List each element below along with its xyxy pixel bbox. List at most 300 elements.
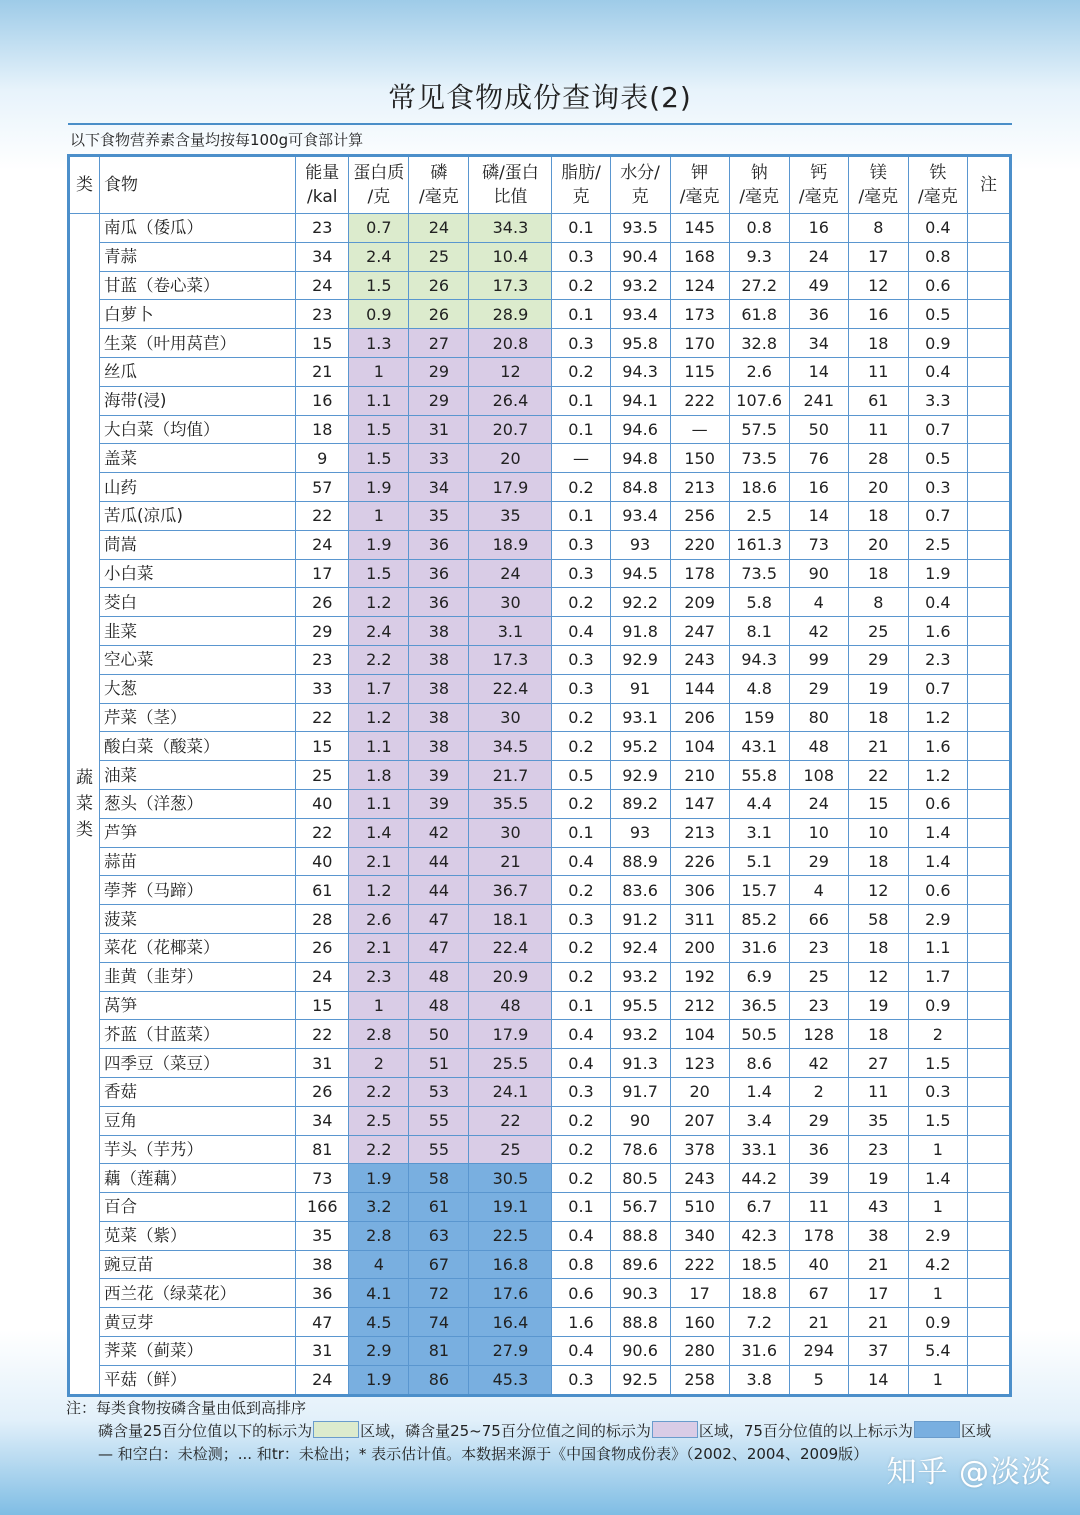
protein-cell: 1.5	[349, 444, 409, 473]
potassium-cell: 378	[670, 1135, 729, 1164]
phosphorus-cell: 25	[409, 242, 469, 271]
water-cell: 93.5	[610, 214, 670, 243]
phosphorus-cell: 39	[409, 789, 469, 818]
magnesium-cell: 20	[848, 473, 908, 502]
potassium-cell: 160	[670, 1308, 729, 1337]
calcium-cell: 2	[789, 1077, 848, 1106]
calcium-cell: 36	[789, 1135, 848, 1164]
sodium-cell: 6.9	[729, 962, 789, 991]
potassium-cell: 178	[670, 559, 729, 588]
magnesium-cell: 18	[848, 933, 908, 962]
fat-cell: 0.3	[552, 329, 610, 358]
protein-cell: 2.8	[349, 1020, 409, 1049]
sodium-cell: 73.5	[729, 444, 789, 473]
fat-cell: 0.3	[552, 645, 610, 674]
food-name-cell: 芥蓝（甘蓝菜）	[100, 1020, 296, 1049]
ratio-cell: 27.9	[469, 1337, 552, 1366]
phosphorus-cell: 24	[409, 214, 469, 243]
sodium-cell: 0.8	[729, 214, 789, 243]
iron-cell: 1.7	[908, 962, 967, 991]
fat-cell: 0.4	[552, 1337, 610, 1366]
potassium-cell: 213	[670, 473, 729, 502]
protein-cell: 1.5	[349, 271, 409, 300]
table-row	[69, 242, 1011, 271]
phosphorus-cell: 50	[409, 1020, 469, 1049]
iron-cell: 4.2	[908, 1250, 967, 1279]
calcium-cell: 50	[789, 415, 848, 444]
header-sodium: 钠 /毫克	[729, 156, 789, 214]
potassium-cell: 170	[670, 329, 729, 358]
sodium-cell: 50.5	[729, 1020, 789, 1049]
calcium-cell: 29	[789, 1106, 848, 1135]
potassium-cell: 206	[670, 703, 729, 732]
table-row	[69, 674, 1011, 703]
magnesium-cell: 16	[848, 300, 908, 329]
energy-cell: 57	[296, 473, 349, 502]
fat-cell: 0.2	[552, 1164, 610, 1193]
calcium-cell: 24	[789, 242, 848, 271]
phosphorus-cell: 86	[409, 1365, 469, 1395]
fat-cell: 0.2	[552, 703, 610, 732]
note-cell	[967, 761, 1010, 790]
food-name-cell: 甘蓝（卷心菜）	[100, 271, 296, 300]
water-cell: 78.6	[610, 1135, 670, 1164]
fat-cell: 0.1	[552, 501, 610, 530]
header-iron: 铁 /毫克	[908, 156, 967, 214]
protein-cell: 1.8	[349, 761, 409, 790]
protein-cell: 2.1	[349, 933, 409, 962]
header-calcium: 钙 /毫克	[789, 156, 848, 214]
fat-cell: 0.4	[552, 1221, 610, 1250]
header-water: 水分/ 克	[610, 156, 670, 214]
phosphorus-cell: 36	[409, 559, 469, 588]
sodium-cell: 5.8	[729, 588, 789, 617]
fat-cell: 0.3	[552, 1077, 610, 1106]
ratio-cell: 30	[469, 818, 552, 847]
note-cell	[967, 271, 1010, 300]
sodium-cell: 94.3	[729, 645, 789, 674]
water-cell: 94.5	[610, 559, 670, 588]
energy-cell: 73	[296, 1164, 349, 1193]
magnesium-cell: 19	[848, 991, 908, 1020]
calcium-cell: 66	[789, 905, 848, 934]
note-cell	[967, 991, 1010, 1020]
ratio-cell: 24	[469, 559, 552, 588]
potassium-cell: —	[670, 415, 729, 444]
table-body	[69, 214, 1011, 1396]
note-cell	[967, 1164, 1010, 1193]
table-row	[69, 501, 1011, 530]
table-row	[69, 588, 1011, 617]
legend-high-swatch	[914, 1421, 960, 1438]
magnesium-cell: 21	[848, 1250, 908, 1279]
energy-cell: 47	[296, 1308, 349, 1337]
water-cell: 90.3	[610, 1279, 670, 1308]
phosphorus-cell: 29	[409, 386, 469, 415]
header-phosphorus: 磷 /毫克	[409, 156, 469, 214]
legend-end-text: 区域	[960, 1422, 991, 1440]
potassium-cell: 209	[670, 588, 729, 617]
food-name-cell: 生菜（叶用莴苣）	[100, 329, 296, 358]
phosphorus-cell: 38	[409, 617, 469, 646]
phosphorus-cell: 51	[409, 1049, 469, 1078]
table-row	[69, 847, 1011, 876]
ratio-cell: 12	[469, 357, 552, 386]
phosphorus-cell: 34	[409, 473, 469, 502]
food-name-cell: 芦笋	[100, 818, 296, 847]
magnesium-cell: 58	[848, 905, 908, 934]
water-cell: 83.6	[610, 876, 670, 905]
water-cell: 92.5	[610, 1365, 670, 1395]
fat-cell: 0.4	[552, 1049, 610, 1078]
potassium-cell: 144	[670, 674, 729, 703]
calcium-cell: 21	[789, 1308, 848, 1337]
iron-cell: 0.6	[908, 271, 967, 300]
protein-cell: 1.9	[349, 1164, 409, 1193]
energy-cell: 16	[296, 386, 349, 415]
note-cell	[967, 1250, 1010, 1279]
protein-cell: 0.9	[349, 300, 409, 329]
legend-low-text: 磷含量25百分位值以下的标示为	[98, 1422, 313, 1440]
table-row	[69, 473, 1011, 502]
water-cell: 94.8	[610, 444, 670, 473]
iron-cell: 0.7	[908, 501, 967, 530]
magnesium-cell: 38	[848, 1221, 908, 1250]
water-cell: 92.9	[610, 761, 670, 790]
energy-cell: 31	[296, 1049, 349, 1078]
ratio-cell: 17.6	[469, 1279, 552, 1308]
food-name-cell: 茭白	[100, 588, 296, 617]
food-name-cell: 菜花（花椰菜）	[100, 933, 296, 962]
food-name-cell: 盖菜	[100, 444, 296, 473]
food-name-cell: 山药	[100, 473, 296, 502]
fat-cell: 0.2	[552, 1135, 610, 1164]
header-protein: 蛋白质 /克	[349, 156, 409, 214]
sodium-cell: 6.7	[729, 1193, 789, 1222]
protein-cell: 4.1	[349, 1279, 409, 1308]
note-cell	[967, 732, 1010, 761]
fat-cell: 0.2	[552, 1106, 610, 1135]
potassium-cell: 210	[670, 761, 729, 790]
table-row	[69, 761, 1011, 790]
note-cell	[967, 962, 1010, 991]
phosphorus-cell: 55	[409, 1106, 469, 1135]
sodium-cell: 5.1	[729, 847, 789, 876]
phosphorus-cell: 48	[409, 991, 469, 1020]
food-name-cell: 海带(浸)	[100, 386, 296, 415]
calcium-cell: 241	[789, 386, 848, 415]
energy-cell: 22	[296, 501, 349, 530]
energy-cell: 40	[296, 789, 349, 818]
iron-cell: 1.2	[908, 703, 967, 732]
water-cell: 56.7	[610, 1193, 670, 1222]
table-row	[69, 876, 1011, 905]
food-name-cell: 芹菜（茎）	[100, 703, 296, 732]
magnesium-cell: 18	[848, 501, 908, 530]
phosphorus-cell: 26	[409, 271, 469, 300]
water-cell: 93.4	[610, 300, 670, 329]
water-cell: 91.8	[610, 617, 670, 646]
table-row	[69, 1308, 1011, 1337]
note-cell	[967, 473, 1010, 502]
fat-cell: 0.3	[552, 905, 610, 934]
magnesium-cell: 18	[848, 847, 908, 876]
sodium-cell: 31.6	[729, 933, 789, 962]
note-cell	[967, 876, 1010, 905]
ratio-cell: 20.7	[469, 415, 552, 444]
calcium-cell: 29	[789, 847, 848, 876]
note-cell	[967, 530, 1010, 559]
magnesium-cell: 12	[848, 876, 908, 905]
ratio-cell: 35.5	[469, 789, 552, 818]
ratio-cell: 3.1	[469, 617, 552, 646]
iron-cell: 0.7	[908, 415, 967, 444]
protein-cell: 2.6	[349, 905, 409, 934]
water-cell: 91.2	[610, 905, 670, 934]
ratio-cell: 16.4	[469, 1308, 552, 1337]
header-fat: 脂肪/ 克	[552, 156, 610, 214]
protein-cell: 2.5	[349, 1106, 409, 1135]
note-cell	[967, 444, 1010, 473]
water-cell: 93.4	[610, 501, 670, 530]
water-cell: 90	[610, 1106, 670, 1135]
energy-cell: 26	[296, 933, 349, 962]
note-cell	[967, 357, 1010, 386]
protein-cell: 1.5	[349, 415, 409, 444]
magnesium-cell: 28	[848, 444, 908, 473]
sodium-cell: 73.5	[729, 559, 789, 588]
protein-cell: 0.7	[349, 214, 409, 243]
potassium-cell: 212	[670, 991, 729, 1020]
iron-cell: 1.9	[908, 559, 967, 588]
fat-cell: 0.1	[552, 214, 610, 243]
calcium-cell: 178	[789, 1221, 848, 1250]
protein-cell: 2.8	[349, 1221, 409, 1250]
note-cell	[967, 1020, 1010, 1049]
phosphorus-cell: 44	[409, 876, 469, 905]
water-cell: 93.2	[610, 271, 670, 300]
fat-cell: 0.1	[552, 300, 610, 329]
iron-cell: 2.5	[908, 530, 967, 559]
phosphorus-cell: 33	[409, 444, 469, 473]
phosphorus-cell: 47	[409, 905, 469, 934]
potassium-cell: 256	[670, 501, 729, 530]
potassium-cell: 222	[670, 386, 729, 415]
protein-cell: 1	[349, 501, 409, 530]
phosphorus-cell: 38	[409, 732, 469, 761]
phosphorus-cell: 47	[409, 933, 469, 962]
ratio-cell: 24.1	[469, 1077, 552, 1106]
table-row	[69, 617, 1011, 646]
sodium-cell: 1.4	[729, 1077, 789, 1106]
phosphorus-cell: 72	[409, 1279, 469, 1308]
potassium-cell: 150	[670, 444, 729, 473]
table-row	[69, 415, 1011, 444]
calcium-cell: 4	[789, 876, 848, 905]
ratio-cell: 21	[469, 847, 552, 876]
water-cell: 95.2	[610, 732, 670, 761]
food-name-cell: 百合	[100, 1193, 296, 1222]
protein-cell: 1.9	[349, 473, 409, 502]
phosphorus-cell: 36	[409, 530, 469, 559]
water-cell: 90.4	[610, 242, 670, 271]
fat-cell: 0.4	[552, 1020, 610, 1049]
food-name-cell: 荠菜（蓟菜）	[100, 1337, 296, 1366]
fat-cell: 0.2	[552, 933, 610, 962]
calcium-cell: 5	[789, 1365, 848, 1395]
protein-cell: 1.1	[349, 732, 409, 761]
protein-cell: 1.5	[349, 559, 409, 588]
calcium-cell: 42	[789, 617, 848, 646]
phosphorus-cell: 38	[409, 703, 469, 732]
ratio-cell: 30	[469, 588, 552, 617]
food-name-cell: 藕（莲藕）	[100, 1164, 296, 1193]
iron-cell: 1.6	[908, 617, 967, 646]
fat-cell: 0.2	[552, 876, 610, 905]
food-name-cell: 大白菜（均值）	[100, 415, 296, 444]
sodium-cell: 8.1	[729, 617, 789, 646]
water-cell: 92.2	[610, 588, 670, 617]
ratio-cell: 25.5	[469, 1049, 552, 1078]
iron-cell: 1.6	[908, 732, 967, 761]
energy-cell: 25	[296, 761, 349, 790]
magnesium-cell: 23	[848, 1135, 908, 1164]
potassium-cell: 147	[670, 789, 729, 818]
calcium-cell: 24	[789, 789, 848, 818]
note-cell	[967, 818, 1010, 847]
sodium-cell: 31.6	[729, 1337, 789, 1366]
potassium-cell: 124	[670, 271, 729, 300]
food-name-cell: 大葱	[100, 674, 296, 703]
potassium-cell: 104	[670, 1020, 729, 1049]
food-name-cell: 酸白菜（酸菜）	[100, 732, 296, 761]
phosphorus-cell: 44	[409, 847, 469, 876]
food-name-cell: 蒜苗	[100, 847, 296, 876]
calcium-cell: 14	[789, 501, 848, 530]
ratio-cell: 19.1	[469, 1193, 552, 1222]
page-title: 常见食物成份查询表(2)	[388, 81, 692, 114]
sodium-cell: 161.3	[729, 530, 789, 559]
energy-cell: 22	[296, 703, 349, 732]
note-cell	[967, 1135, 1010, 1164]
ratio-cell: 22.4	[469, 933, 552, 962]
table-row	[69, 1365, 1011, 1395]
food-name-cell: 四季豆（菜豆）	[100, 1049, 296, 1078]
sodium-cell: 9.3	[729, 242, 789, 271]
food-name-cell: 西兰花（绿菜花）	[100, 1279, 296, 1308]
food-name-cell: 韭黄（韭芽）	[100, 962, 296, 991]
ratio-cell: 20.9	[469, 962, 552, 991]
food-name-cell: 南瓜（倭瓜）	[100, 214, 296, 243]
iron-cell: 2.9	[908, 1221, 967, 1250]
potassium-cell: 247	[670, 617, 729, 646]
protein-cell: 1.2	[349, 703, 409, 732]
note-data-source: — 和空白：未检测；... 和tr：未检出；* 表示估计值。本数据来源于《中国食物成份表》（2002、2004、2009版）	[98, 1445, 869, 1463]
magnesium-cell: 18	[848, 329, 908, 358]
energy-cell: 23	[296, 300, 349, 329]
ratio-cell: 25	[469, 1135, 552, 1164]
ratio-cell: 22.4	[469, 674, 552, 703]
calcium-cell: 14	[789, 357, 848, 386]
water-cell: 80.5	[610, 1164, 670, 1193]
fat-cell: 0.2	[552, 732, 610, 761]
water-cell: 94.1	[610, 386, 670, 415]
table-row	[69, 962, 1011, 991]
water-cell: 93	[610, 818, 670, 847]
note-cell	[967, 1193, 1010, 1222]
potassium-cell: 123	[670, 1049, 729, 1078]
protein-cell: 2	[349, 1049, 409, 1078]
note-cell	[967, 242, 1010, 271]
energy-cell: 26	[296, 1077, 349, 1106]
energy-cell: 24	[296, 530, 349, 559]
water-cell: 84.8	[610, 473, 670, 502]
sodium-cell: 61.8	[729, 300, 789, 329]
iron-cell: 0.6	[908, 789, 967, 818]
energy-cell: 31	[296, 1337, 349, 1366]
ratio-cell: 34.3	[469, 214, 552, 243]
table-row	[69, 905, 1011, 934]
magnesium-cell: 20	[848, 530, 908, 559]
food-name-cell: 豌豆苗	[100, 1250, 296, 1279]
magnesium-cell: 29	[848, 645, 908, 674]
table-row	[69, 530, 1011, 559]
table-row	[69, 357, 1011, 386]
calcium-cell: 42	[789, 1049, 848, 1078]
potassium-cell: 222	[670, 1250, 729, 1279]
title-divider	[68, 123, 1012, 125]
table-row	[69, 1106, 1011, 1135]
sodium-cell: 3.4	[729, 1106, 789, 1135]
note-sort-order: 注：每类食物按磷含量由低到高排序	[66, 1399, 307, 1417]
potassium-cell: 192	[670, 962, 729, 991]
energy-cell: 24	[296, 1365, 349, 1395]
calcium-cell: 11	[789, 1193, 848, 1222]
note-cell	[967, 415, 1010, 444]
fat-cell: 0.8	[552, 1250, 610, 1279]
phosphorus-cell: 67	[409, 1250, 469, 1279]
ratio-cell: 34.5	[469, 732, 552, 761]
potassium-cell: 168	[670, 242, 729, 271]
protein-cell: 2.4	[349, 617, 409, 646]
table-row	[69, 789, 1011, 818]
potassium-cell: 173	[670, 300, 729, 329]
header-food: 食物	[100, 156, 296, 214]
protein-cell: 1.2	[349, 588, 409, 617]
food-name-cell: 茼嵩	[100, 530, 296, 559]
energy-cell: 40	[296, 847, 349, 876]
magnesium-cell: 11	[848, 1077, 908, 1106]
magnesium-cell: 25	[848, 617, 908, 646]
energy-cell: 22	[296, 1020, 349, 1049]
header-category: 类	[69, 156, 100, 214]
note-cell	[967, 1337, 1010, 1366]
protein-cell: 1	[349, 991, 409, 1020]
iron-cell: 1	[908, 1135, 967, 1164]
fat-cell: 1.6	[552, 1308, 610, 1337]
sodium-cell: 18.5	[729, 1250, 789, 1279]
iron-cell: 1.5	[908, 1106, 967, 1135]
phosphorus-cell: 42	[409, 818, 469, 847]
calcium-cell: 39	[789, 1164, 848, 1193]
phosphorus-cell: 31	[409, 415, 469, 444]
table-row	[69, 1049, 1011, 1078]
water-cell: 92.4	[610, 933, 670, 962]
protein-cell: 1.2	[349, 876, 409, 905]
phosphorus-cell: 38	[409, 674, 469, 703]
food-name-cell: 丝瓜	[100, 357, 296, 386]
fat-cell: 0.1	[552, 818, 610, 847]
